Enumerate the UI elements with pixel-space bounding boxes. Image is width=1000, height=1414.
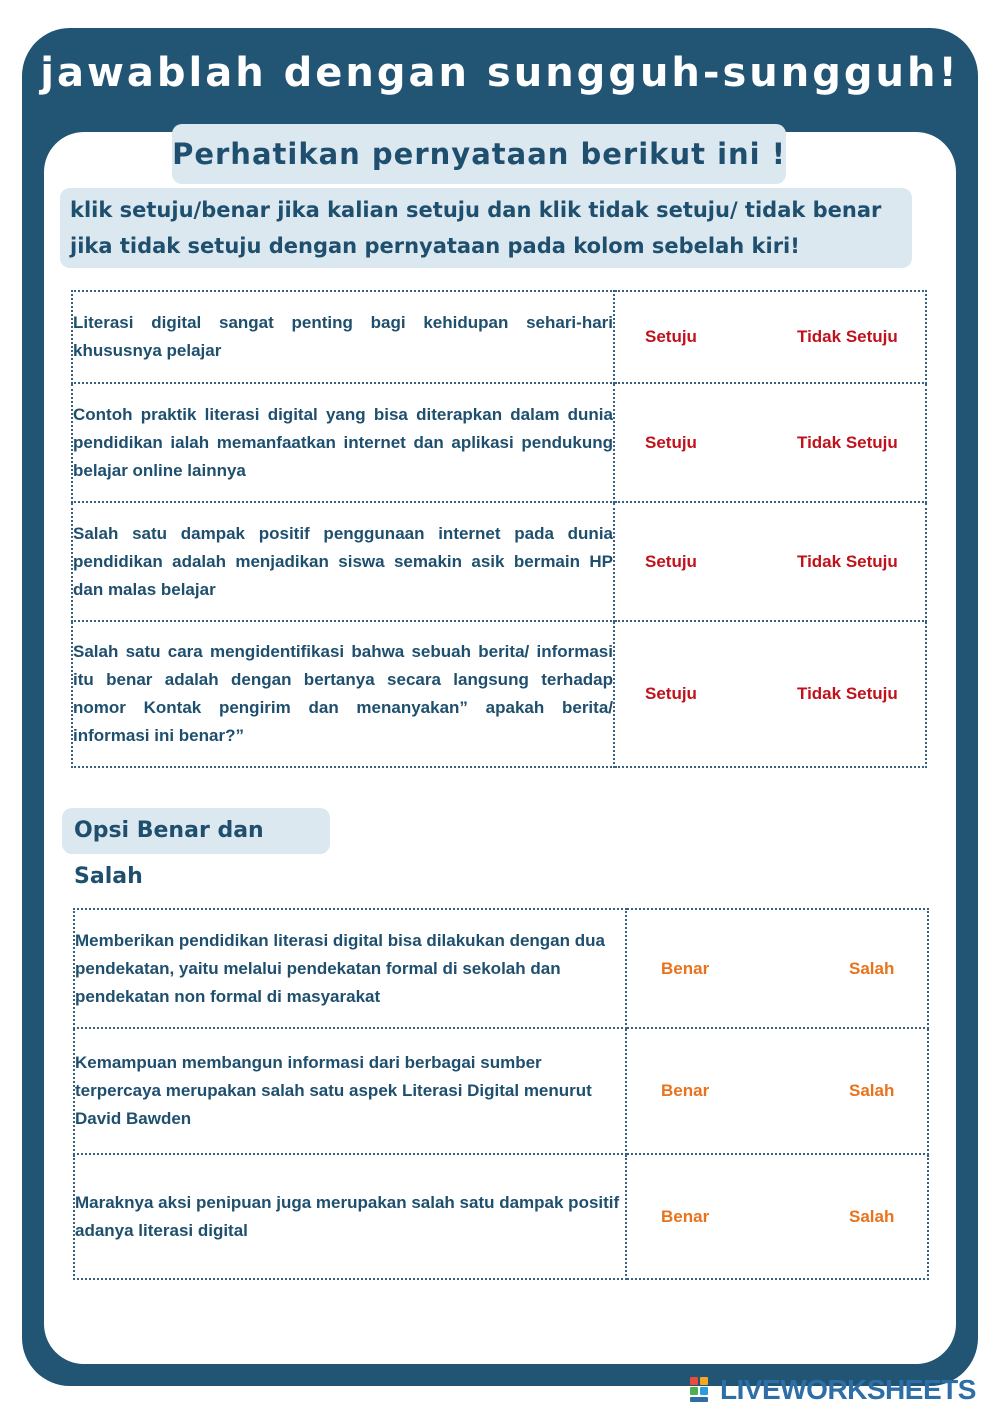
options-cell (614, 291, 926, 383)
instruction-pill (60, 188, 912, 268)
instruction-line-1: klik setuju/benar jika kalian setuju dan klik tidak setuju/ tidak benar (70, 198, 882, 222)
benar-salah-table (73, 908, 929, 1280)
subtitle-pill: Perhatikan pernyataan berikut ini ! (172, 124, 786, 184)
setuju-option[interactable]: Setuju (645, 327, 697, 346)
setuju-option[interactable]: Setuju (645, 684, 697, 703)
benar-option[interactable]: Benar (661, 1081, 710, 1100)
statement-cell: Maraknya aksi penipuan juga merupakan salah satu dampak positif adanya literasi digital (74, 1154, 626, 1279)
table-row (72, 502, 926, 621)
setuju-table (71, 290, 927, 768)
options-cell (614, 383, 926, 502)
table-row (72, 621, 926, 767)
statement-cell: Salah satu dampak positif penggunaan internet pada dunia pendidikan adalah menjadikan siswa semakin asik bermain HP dan malas belajar (72, 502, 614, 621)
table-row (74, 1154, 928, 1279)
options-cell (614, 502, 926, 621)
brand (690, 1375, 990, 1405)
tidak-setuju-option[interactable]: Tidak Setuju (797, 432, 898, 452)
section-title: Opsi Benar dan Salah (62, 808, 330, 854)
tidak-setuju-option[interactable]: Tidak Setuju (797, 327, 898, 346)
statement-cell: Literasi digital sangat penting bagi kehidupan sehari-hari khususnya pelajar (72, 291, 614, 383)
setuju-option[interactable]: Setuju (645, 432, 697, 452)
brand-name: LIVEWORKSHEETS (720, 1374, 976, 1405)
statement-cell: Memberikan pendidikan literasi digital bisa dilakukan dengan dua pendekatan, yaitu melalui pendekatan formal di sekolah dan pendekatan non formal di masyarakat (74, 909, 626, 1028)
statement-cell: Salah satu cara mengidentifikasi bahwa sebuah berita/ informasi itu benar adalah dengan bertanya secara langsung terhadap nomor Kontak pengirim dan menanyakan” apakah berita/ informasi ini benar?” (72, 621, 614, 767)
options-cell (626, 909, 928, 1028)
options-cell (626, 1028, 928, 1154)
setuju-option[interactable]: Setuju (645, 551, 697, 571)
benar-option[interactable]: Benar (661, 1206, 710, 1226)
instruction-line-2: jika tidak setuju dengan pernyataan pada kolom sebelah kiri! (70, 234, 800, 258)
table-row (74, 909, 928, 1028)
salah-option[interactable]: Salah (849, 958, 895, 978)
salah-option[interactable]: Salah (849, 1081, 895, 1100)
options-cell (614, 621, 926, 767)
tidak-setuju-option[interactable]: Tidak Setuju (797, 551, 898, 571)
table-row (72, 383, 926, 502)
liveworksheets-logo-icon (690, 1377, 718, 1403)
tidak-setuju-option[interactable]: Tidak Setuju (797, 684, 898, 703)
statement-cell: Contoh praktik literasi digital yang bisa diterapkan dalam dunia pendidikan ialah memanfaatkan internet dan aplikasi pendukung belajar online lainnya (72, 383, 614, 502)
table-row (72, 291, 926, 383)
statement-cell: Kemampuan membangun informasi dari berbagai sumber terpercaya merupakan salah satu aspek Literasi Digital menurut David Bawden (74, 1028, 626, 1154)
options-cell (626, 1154, 928, 1279)
salah-option[interactable]: Salah (849, 1206, 895, 1226)
page-title: jawablah dengan sungguh-sungguh! (40, 50, 960, 96)
table-row (74, 1028, 928, 1154)
benar-option[interactable]: Benar (661, 958, 710, 978)
